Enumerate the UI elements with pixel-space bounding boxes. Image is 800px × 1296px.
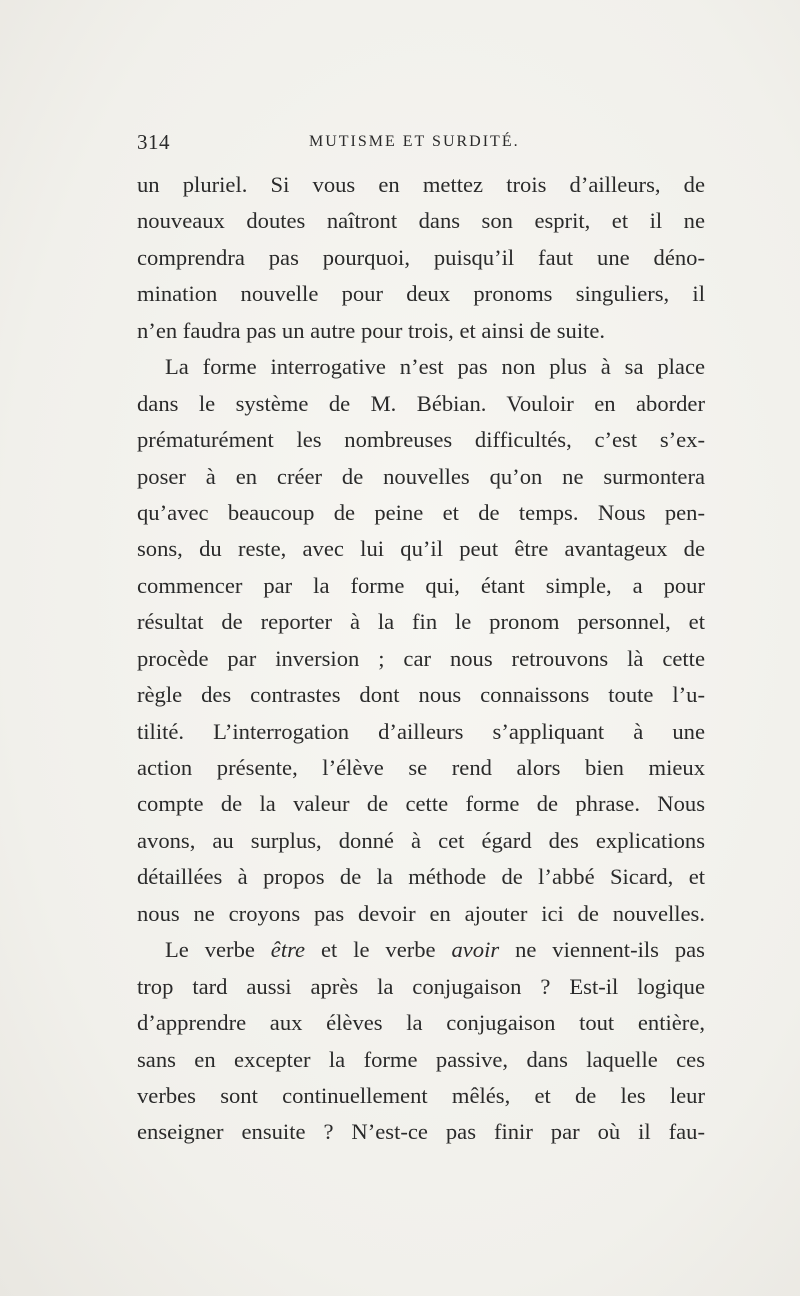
text-line: un pluriel. Si vous en mettez trois d’ailleurs, de (137, 172, 705, 197)
text-line: résultat de reporter à la fin le pronom personnel, et (137, 609, 705, 635)
text-line: trop tard aussi après la conjugaison ? Est-il logique (137, 973, 705, 999)
text-fragment: ne viennent-ils pas (499, 937, 705, 963)
text-line: mination nouvelle pour deux pronoms singuliers, il (137, 281, 705, 307)
text-line: avons, au surplus, donné à cet égard des explications (137, 827, 705, 853)
text-line: détaillées à propos de la méthode de l’abbé Sicard, et (137, 864, 705, 890)
text-line: qu’avec beaucoup de peine et de temps. Nous pen- (137, 499, 705, 525)
text-line: comprendra pas pourquoi, puisqu’il faut une déno- (137, 244, 705, 270)
text-line: procède par inversion ; car nous retrouvons là cette (137, 645, 705, 671)
text-line: action présente, l’élève se rend alors bien mieux (137, 755, 705, 780)
text-line: compte de la valeur de cette forme de phrase. Nous (137, 791, 705, 817)
text-line: poser à en créer de nouvelles qu’on ne surmontera (137, 463, 705, 489)
text-line: d’apprendre aux élèves la conjugaison tout entière, (137, 1010, 705, 1036)
text-line: verbes sont continuellement mêlés, et de les leur (137, 1082, 705, 1108)
text-line: commencer par la forme qui, étant simple, a pour (137, 572, 705, 598)
italic-word: avoir (451, 937, 500, 963)
running-title: MUTISME ET SURDITÉ. (309, 133, 520, 150)
text-line: sons, du reste, avec lui qu’il peut être avantageux de (137, 536, 705, 562)
body-text (137, 167, 705, 1151)
page-header (137, 130, 705, 160)
text-line: nouveaux doutes naîtront dans son esprit, et il ne (137, 208, 705, 234)
text-line: tilité. L’interrogation d’ailleurs s’appliquant à une (137, 718, 705, 744)
text-fragment: et le verbe (305, 937, 452, 963)
text-line: dans le système de M. Bébian. Vouloir en aborder (137, 390, 705, 416)
text-line: enseigner ensuite ? N’est-ce pas finir par où il fau- (137, 1119, 705, 1145)
text-fragment: Le verbe (165, 937, 271, 963)
text-line: nous ne croyons pas devoir en ajouter ici de nouvelles. (137, 900, 705, 926)
italic-word: être (270, 937, 306, 963)
text-line: prématurément les nombreuses difficultés, c’est s’ex- (137, 427, 705, 453)
text-line: n’en faudra pas un autre pour trois, et ainsi de suite. (137, 317, 606, 343)
text-line: règle des contrastes dont nous connaissons toute l’u- (137, 682, 705, 708)
page-number: 314 (137, 130, 170, 154)
paragraph-start-line (137, 932, 705, 968)
text-line: sans en excepter la forme passive, dans laquelle ces (137, 1046, 705, 1072)
paragraph-start-line: La forme interrogative n’est pas non plus à sa place (165, 354, 705, 380)
